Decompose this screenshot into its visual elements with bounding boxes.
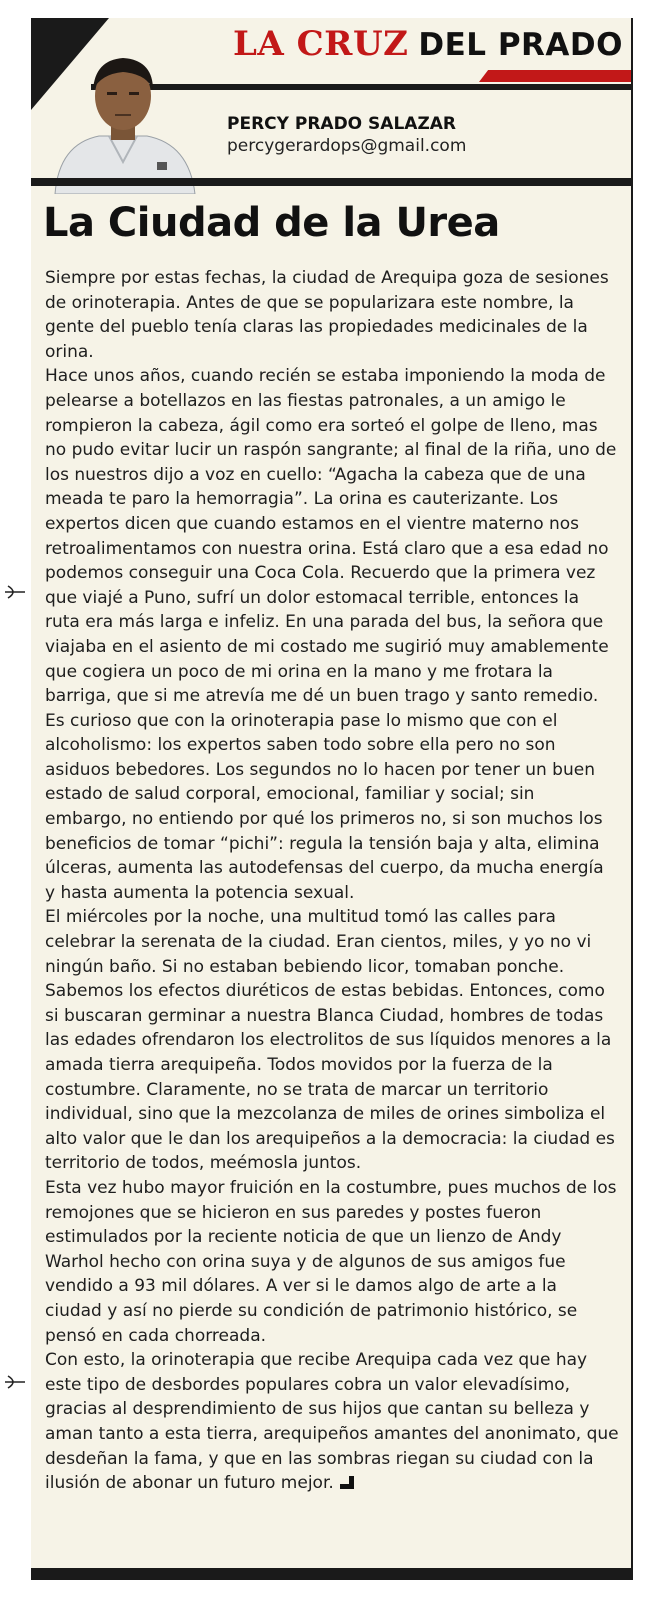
article-paragraph-last (45, 1348, 619, 1496)
registration-mark-icon (5, 1372, 25, 1392)
author-name: PERCY PRADO SALAZAR (227, 114, 457, 134)
article-paragraph: Es curioso que con la orinoterapia pase lo mismo que con el alcoholismo: los expertos saben todo sobre ella pero no son asiduos bebedores. Los segundos no lo hacen por tener un buen estado de salud corporal, emocional, familiar y social; sin embargo, no entiendo por qué los primeros no, si son muchos los beneficios de tomar “pichi”: regula la tensión baja y alta, elimina úlceras, aumenta las autodefensas del cuerpo, da mucha energía y hasta aumenta la potencia sexual. (45, 710, 604, 903)
article-paragraph: El miércoles por la noche, una multitud tomó las calles para celebrar la serenata de la ciudad. Eran cientos, miles, y yo no vi ningún baño. Si no estaban bebiendo licor, tomaban ponche. Sabemos los efectos diuréticos de estas bebidas. Entonces, como si buscaran germinar a nuestra Blanca Ciudad, hombres de todas las edades ofrendaron los electrolitos de sus líquidos menores a la amada tierra arequipeña. Todos movidos por la fuerza de la costumbre. Claramente, no se trata de marcar un territorio individual, sino que la mezcolanza de miles de orines simboliza el alto valor que le dan los arequipeños a la democracia: la ciudad es territorio de todos, meémosla juntos. (45, 907, 615, 1174)
masthead-black-text: DEL PRADO (418, 27, 623, 63)
article-paragraph: Siempre por estas fechas, la ciudad de Arequipa goza de sesiones de orinoterapia. Antes de que se popularizara este nombre, la gente del pueblo tenía claras las propiedades medicinales de la orina. (45, 268, 609, 362)
end-of-article-icon (340, 1476, 354, 1489)
masthead-red-text: LA CRUZ (233, 24, 409, 64)
masthead-red-rule (479, 70, 631, 82)
header-bottom-rule (31, 178, 631, 186)
article-body (45, 266, 619, 1496)
registration-mark-icon (5, 582, 25, 602)
article-title: La Ciudad de la Urea (43, 200, 500, 246)
article-paragraph: Hace unos años, cuando recién se estaba imponiendo la moda de pelearse a botellazos en las fiestas patronales, a un amigo le rompieron la cabeza, ágil como era sorteó el golpe de lleno, mas no pudo evitar lucir un raspón sangrante; al final de la riña, uno de los nuestros dijo a voz en cuello: “Agacha la cabeza que de una meada te paro la hemorragia”. La orina es cauterizante. Los expertos dicen que cuando estamos en el vientre materno nos retroalimentamos con nuestra orina. Está claro que a esa edad no podemos conseguir una Coca Cola. Recuerdo que la primera vez que viajé a Puno, sufrí un dolor estomacal terrible, entonces la ruta era más larga e infeliz. En una parada del bus, la señora que viajaba en el asiento de mi costado me sugirió muy amablemente que cogiera un poco de mi orina en la mano y me frotara la barriga, que si me atrevía me dé un buen trago y santo remedio. (45, 366, 617, 707)
column-page (31, 18, 633, 1580)
article-paragraph-text: Con esto, la orinoterapia que recibe Arequipa cada vez que hay este tipo de desbordes populares cobra un valor elevadísimo, gracias al desprendimiento de sus hijos que cantan su belleza y aman tanto a esta tierra, arequipeños amantes del anonimato, que desdeñan la fama, y que en las sombras riegan su ciudad con la ilusión de abonar un futuro mejor. (45, 1350, 619, 1494)
article-paragraph: Esta vez hubo mayor fruición en la costumbre, pues muchos de los remojones que se hicieron en sus paredes y postes fueron estimulados por la reciente noticia de que un lienzo de Andy Warhol hecho con orina suya y de algunos de sus amigos fue vendido a 93 mil dólares. A ver si le damos algo de arte a la ciudad y así no pierde su condición de patrimonio histórico, se pensó en cada chorreada. (45, 1177, 617, 1346)
footer-rule (31, 1568, 631, 1580)
author-portrait (49, 44, 197, 194)
author-email: percygerardops@gmail.com (227, 136, 467, 156)
column-masthead (233, 24, 623, 64)
